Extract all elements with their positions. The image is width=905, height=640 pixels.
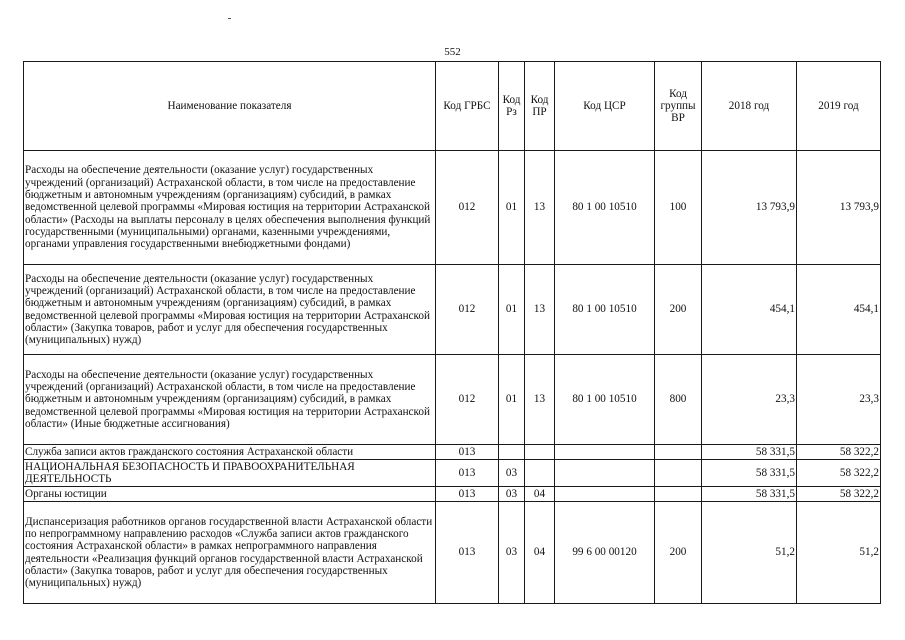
scan-speck: [228, 18, 231, 19]
row-vr: 200: [655, 265, 702, 355]
row-vr: 200: [655, 502, 702, 604]
row-pr: 13: [525, 355, 555, 445]
row-2019: 58 322,2: [797, 487, 881, 502]
col-header-rz: Код Рз: [499, 62, 525, 151]
col-header-name: Наименование показателя: [24, 62, 436, 151]
row-csr: [555, 460, 655, 487]
row-2018: 13 793,9: [702, 151, 797, 265]
row-2018: 58 331,5: [702, 445, 797, 460]
row-grbs: 012: [436, 355, 499, 445]
row-pr: [525, 445, 555, 460]
table-row: [24, 502, 881, 604]
row-grbs: 013: [436, 460, 499, 487]
row-vr: [655, 487, 702, 502]
row-csr: 80 1 00 10510: [555, 265, 655, 355]
row-rz: 01: [499, 265, 525, 355]
budget-table: [23, 61, 881, 604]
row-grbs: 012: [436, 151, 499, 265]
row-name: Расходы на обеспечение деятельности (оказание услуг) государственных учреждений (организаций) Астраханской области, в том числе на предоставление бюджетным и автономным учреждениям (организациям) субсидий, в рамках ведомственной целевой программы «Мировая юстиция на территории Астраханской области» (Иные бюджетные ассигнования): [24, 355, 436, 445]
row-vr: [655, 460, 702, 487]
row-csr: [555, 445, 655, 460]
row-pr: 04: [525, 487, 555, 502]
row-name: Диспансеризация работников органов государственной власти Астраханской области по непрограммному направлению расходов «Служба записи актов гражданского состояния Астраханской области» в рамках непрограммного направления деятельности «Реализация функций органов государственной власти Астраханской области» (Закупка товаров, работ и услуг для обеспечения государственных (муниципальных) нужд): [24, 502, 436, 604]
table-row: [24, 355, 881, 445]
row-rz: 03: [499, 487, 525, 502]
row-pr: [525, 460, 555, 487]
col-header-csr: Код ЦСР: [555, 62, 655, 151]
table-row: [24, 265, 881, 355]
table-row: [24, 151, 881, 265]
row-rz: [499, 445, 525, 460]
row-grbs: 013: [436, 487, 499, 502]
col-header-pr: Код ПР: [525, 62, 555, 151]
row-vr: 800: [655, 355, 702, 445]
row-2018: 58 331,5: [702, 487, 797, 502]
col-header-grbs: Код ГРБС: [436, 62, 499, 151]
page-number: 552: [444, 46, 461, 58]
row-name: НАЦИОНАЛЬНАЯ БЕЗОПАСНОСТЬ И ПРАВООХРАНИТЕЛЬНАЯ ДЕЯТЕЛЬНОСТЬ: [24, 460, 436, 487]
row-name: Органы юстиции: [24, 487, 436, 502]
row-2018: 51,2: [702, 502, 797, 604]
row-2019: 13 793,9: [797, 151, 881, 265]
row-2018: 58 331,5: [702, 460, 797, 487]
col-header-2019: 2019 год: [797, 62, 881, 151]
row-name: Расходы на обеспечение деятельности (оказание услуг) государственных учреждений (организаций) Астраханской области, в том числе на предоставление бюджетным и автономным учреждениям (организациям) субсидий, в рамках ведомственной целевой программы «Мировая юстиция на территории Астраханской области» (Закупка товаров, работ и услуг для обеспечения государственных (муниципальных) нужд): [24, 265, 436, 355]
row-vr: [655, 445, 702, 460]
row-pr: 13: [525, 151, 555, 265]
row-name: Расходы на обеспечение деятельности (оказание услуг) государственных учреждений (организаций) Астраханской области, в том числе на предоставление бюджетным и автономным учреждениям (организациям) субсидий, в рамках ведомственной целевой программы «Мировая юстиция на территории Астраханской области» (Расходы на выплаты персоналу в целях обеспечения выполнения функций государственными (муниципальными) органами, казенными учреждениями, органами управления государственными внебюджетными фондами): [24, 151, 436, 265]
row-csr: 99 6 00 00120: [555, 502, 655, 604]
table-row: [24, 445, 881, 460]
row-2018: 454,1: [702, 265, 797, 355]
row-rz: 03: [499, 502, 525, 604]
row-name: Служба записи актов гражданского состояния Астраханской области: [24, 445, 436, 460]
header-row: [24, 62, 881, 151]
row-grbs: 012: [436, 265, 499, 355]
row-vr: 100: [655, 151, 702, 265]
row-pr: 04: [525, 502, 555, 604]
row-grbs: 013: [436, 502, 499, 604]
row-pr: 13: [525, 265, 555, 355]
row-2019: 58 322,2: [797, 445, 881, 460]
row-2019: 51,2: [797, 502, 881, 604]
row-csr: 80 1 00 10510: [555, 151, 655, 265]
row-2018: 23,3: [702, 355, 797, 445]
row-rz: 01: [499, 355, 525, 445]
row-2019: 23,3: [797, 355, 881, 445]
col-header-vr: Код группы ВР: [655, 62, 702, 151]
row-2019: 454,1: [797, 265, 881, 355]
row-grbs: 013: [436, 445, 499, 460]
col-header-2018: 2018 год: [702, 62, 797, 151]
row-2019: 58 322,2: [797, 460, 881, 487]
row-rz: 03: [499, 460, 525, 487]
row-csr: 80 1 00 10510: [555, 355, 655, 445]
row-rz: 01: [499, 151, 525, 265]
row-csr: [555, 487, 655, 502]
table-row: [24, 460, 881, 487]
table-row: [24, 487, 881, 502]
